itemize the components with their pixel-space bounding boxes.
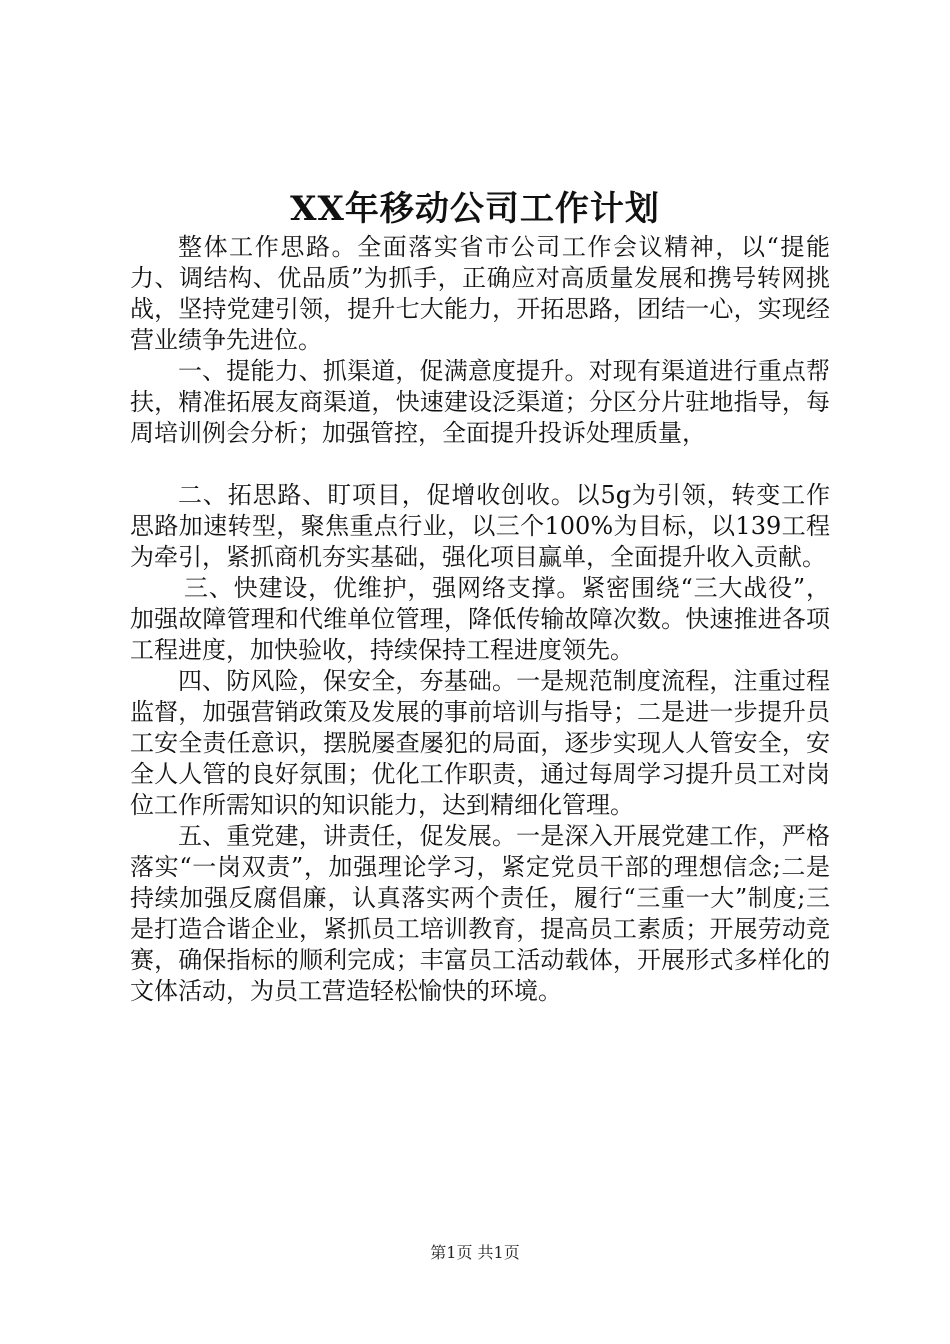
paragraph-section-5: 五、重党建，讲责任，促发展。一是深入开展党建工作，严格落实“一岗双责”，加强理论学习，紧定党员干部的理想信念;二是持续加强反腐倡廉，认真落实两个责任，履行“三重一大”制度;三是打造合谐企业，紧抓员工培训教育，提高员工素质；开展劳动竞赛，确保指标的顺利完成；丰富员工活动载体，开展形式多样化的文体活动，为员工营造轻松愉快的环境。 xyxy=(130,822,830,1005)
document-title: XX年移动公司工作计划 xyxy=(290,189,660,229)
paragraph-section-3: 三、快建设，优维护，强网络支撑。紧密围绕“三大战役”，加强故障管理和代维单位管理，降低传输故障次数。快速推进各项工程进度，加快验收，持续保持工程进度领先。 xyxy=(130,574,830,664)
paragraph-section-4: 四、防风险，保安全，夯基础。一是规范制度流程，注重过程监督，加强营销政策及发展的事前培训与指导；二是进一步提升员工安全责任意识，摆脱屡查屡犯的局面，逐步实现人人管安全，安全人人管的良好氛围；优化工作职责，通过每周学习提升员工对岗位工作所需知识的知识能力，达到精细化管理。 xyxy=(130,667,830,819)
document-body xyxy=(130,232,830,1007)
paragraph-section-1: 一、提能力、抓渠道，促满意度提升。对现有渠道进行重点帮扶，精准拓展友商渠道，快速建设泛渠道；分区分片驻地指导，每周培训例会分析；加强管控，全面提升投诉处理质量， xyxy=(130,357,830,447)
paragraph-section-2: 二、拓思路、盯项目，促增收创收。以5g为引领，转变工作思路加速转型，聚焦重点行业，以三个100%为目标，以139工程为牵引，紧抓商机夯实基础，强化项目赢单，全面提升收入贡献。 xyxy=(130,481,830,571)
page-number-footer: 第1页 共1页 xyxy=(430,1243,520,1262)
paragraph-overview: 整体工作思路。全面落实省市公司工作会议精神，以“提能力、调结构、优品质”为抓手，正确应对高质量发展和携号转网挑战，坚持党建引领，提升七大能力，开拓思路，团结一心，实现经营业绩争先进位。 xyxy=(130,233,830,354)
